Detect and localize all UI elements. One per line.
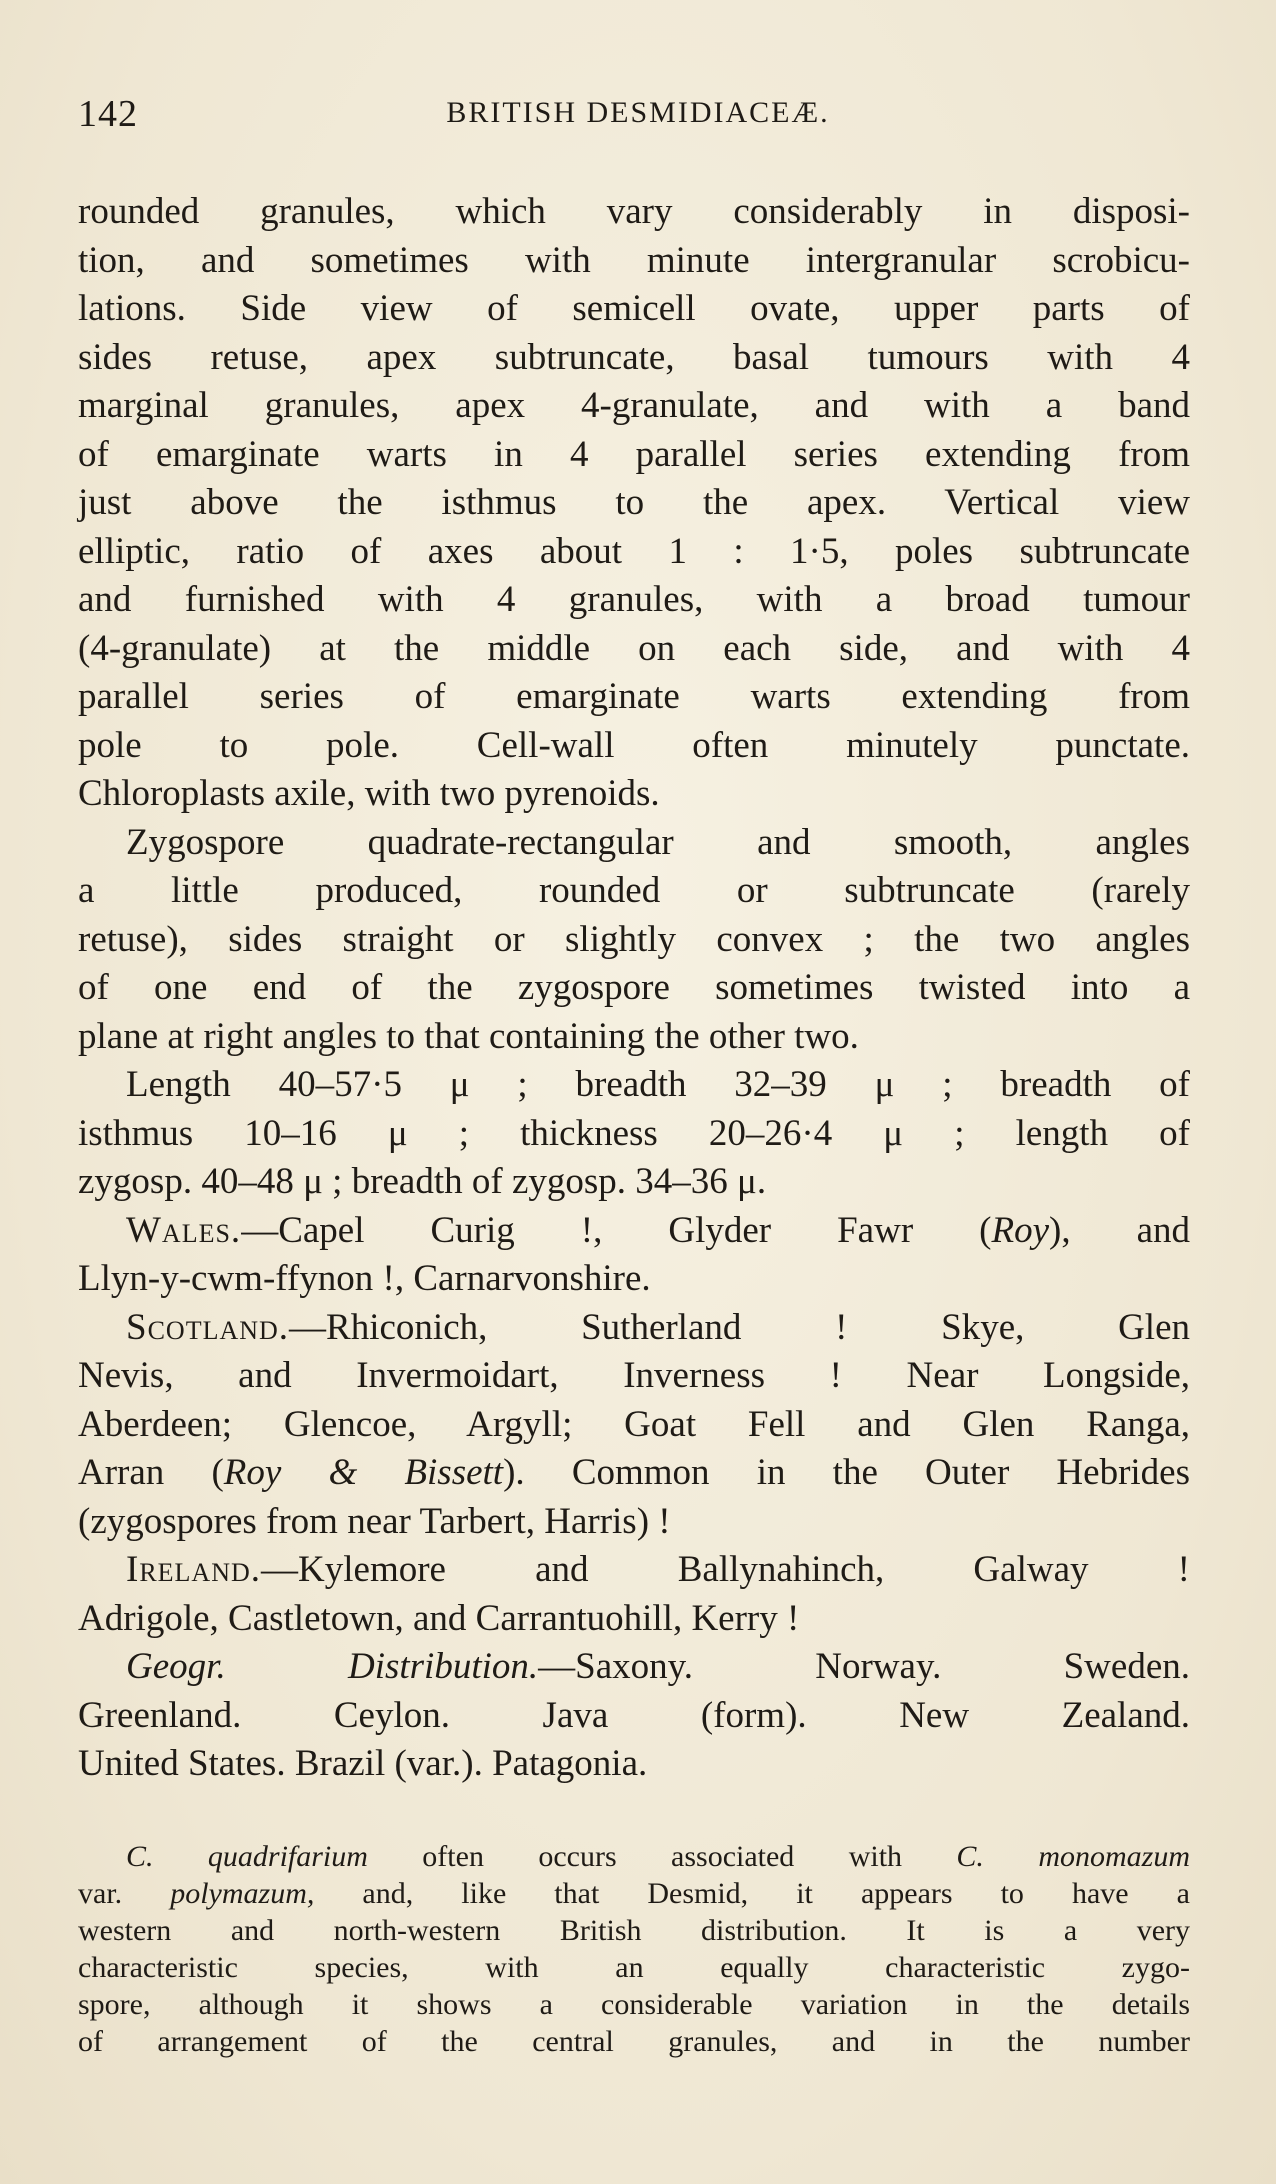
scotland-line: Arran (Roy & Bissett). Common in the Outer Hebrides [78, 1452, 1190, 1493]
running-head [78, 92, 1198, 142]
text-line: just above the isthmus to the apex. Vertical view [78, 482, 1190, 523]
scotland-line: Aberdeen; Glencoe, Argyll; Goat Fell and Glen Ranga, [78, 1403, 1190, 1445]
zygospore-line: a little produced, rounded or subtruncate (rarely [78, 870, 1190, 911]
wales-line: Wales.—Capel Curig !, Glyder Fawr (Roy), and [126, 1209, 1190, 1251]
ireland-line: Ireland.—Kylemore and Ballynahinch, Galway ! [126, 1549, 1190, 1590]
note-line: var. polymazum, and, like that Desmid, it appears to have a [78, 1877, 1190, 1910]
wales-line: Llyn-y-cwm-ffynon !, Carnarvonshire. [78, 1258, 651, 1299]
zygospore-line: retuse), sides straight or slightly convex ; the two angles [78, 918, 1190, 960]
text-line: of emarginate warts in 4 parallel series extending from [78, 433, 1190, 475]
note-line: spore, although it shows a considerable variation in the details [78, 1988, 1190, 2021]
text-line: marginal granules, apex 4-granulate, and with a band [78, 385, 1190, 426]
distribution-line: Geogr. Distribution.—Saxony. Norway. Sweden. [126, 1646, 1191, 1687]
text-line: elliptic, ratio of axes about 1 : 1·5, poles subtruncate [78, 530, 1190, 572]
text-line: Chloroplasts axile, with two pyrenoids. [78, 773, 660, 814]
measurement-line: isthmus 10–16 μ ; thickness 20–26·4 μ ; length of [78, 1112, 1190, 1154]
distribution-line: United States. Brazil (var.). Patagonia. [78, 1743, 648, 1784]
scotland-line: Nevis, and Invermoidart, Inverness ! Near Longside, [78, 1355, 1190, 1396]
text-line: parallel series of emarginate warts extending from [78, 676, 1190, 717]
distribution-label: Geogr. Distribution. [126, 1646, 539, 1687]
zygospore-line: plane at right angles to that containing the other two. [78, 1015, 859, 1057]
text-line: pole to pole. Cell-wall often minutely punctate. [78, 724, 1190, 766]
ireland-line: Adrigole, Castletown, and Carrantuohill, Kerry ! [78, 1597, 800, 1639]
scotland-label: Scotland. [126, 1306, 290, 1348]
page-number: 142 [78, 93, 138, 135]
wales-label: Wales. [126, 1209, 242, 1251]
note-line: western and north-western British distribution. It is a very [78, 1914, 1190, 1947]
text-line: lations. Side view of semicell ovate, upper parts of [78, 288, 1190, 329]
scotland-line: Scotland.—Rhiconich, Sutherland ! Skye, Glen [126, 1306, 1190, 1348]
measurement-line: Length 40–57·5 μ ; breadth 32–39 μ ; breadth of [126, 1064, 1190, 1105]
ireland-label: Ireland. [126, 1549, 262, 1590]
species-description [78, 188, 1190, 1789]
measurement-line: zygosp. 40–48 μ ; breadth of zygosp. 34–36 μ. [78, 1161, 767, 1202]
text-line: and furnished with 4 granules, with a broad tumour [78, 579, 1190, 620]
running-title: BRITISH DESMIDIACEÆ. [446, 96, 830, 129]
distribution-line: Greenland. Ceylon. Java (form). New Zealand. [78, 1694, 1190, 1736]
zygospore-line: of one end of the zygospore sometimes twisted into a [78, 967, 1190, 1008]
text-line: rounded granules, which vary considerably in disposi- [78, 191, 1190, 232]
text-line: (4-granulate) at the middle on each side, and with 4 [78, 627, 1190, 669]
small-print-note [78, 1838, 1190, 2060]
note-line: characteristic species, with an equally characteristic zygo- [78, 1951, 1190, 1984]
zygospore-line: Zygospore quadrate-rectangular and smooth, angles [126, 821, 1190, 863]
note-line: C. quadrifarium often occurs associated with C. monomazum [126, 1840, 1190, 1873]
note-line: of arrangement of the central granules, and in the number [78, 2025, 1190, 2058]
text-line: tion, and sometimes with minute intergranular scrobicu- [78, 239, 1190, 281]
text-line: sides retuse, apex subtruncate, basal tumours with 4 [78, 336, 1190, 378]
scotland-line: (zygospores from near Tarbert, Harris) ! [78, 1500, 671, 1542]
